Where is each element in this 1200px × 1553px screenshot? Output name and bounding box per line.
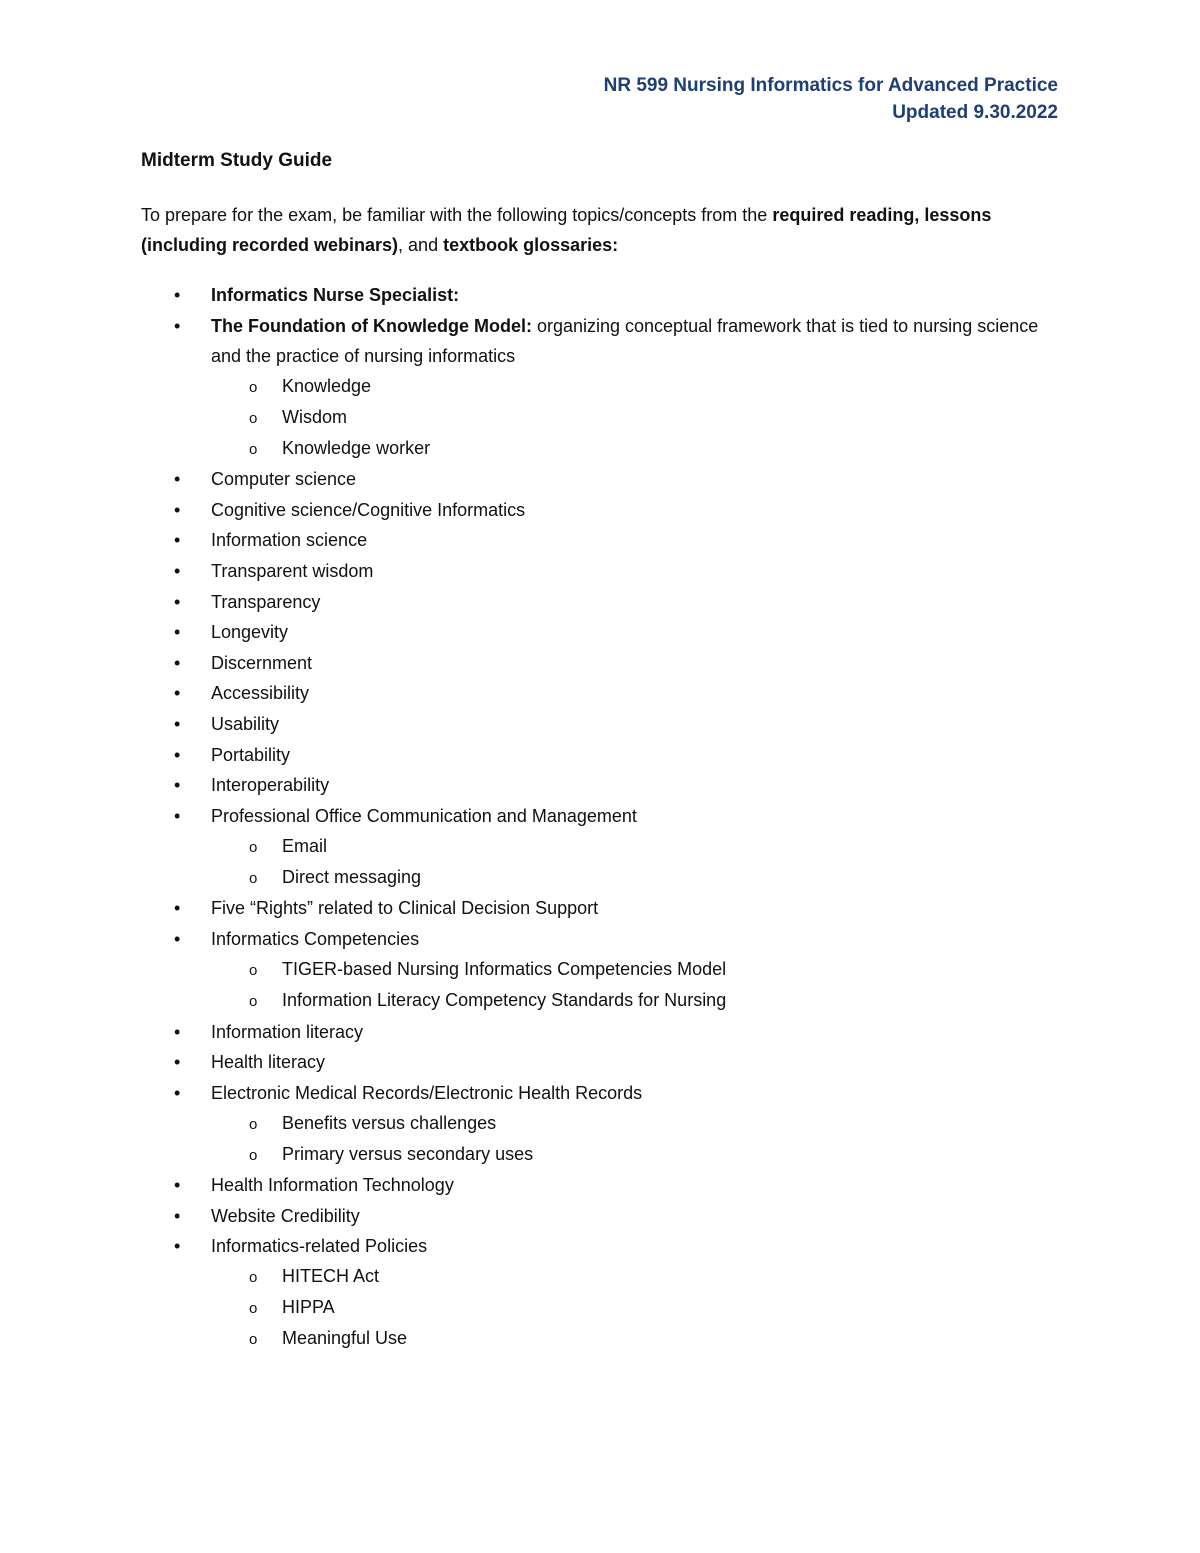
sub-list-item xyxy=(249,402,1060,433)
topic-text: Website Credibility xyxy=(211,1205,360,1226)
bullet-icon: • xyxy=(174,1052,181,1073)
list-item xyxy=(0,1078,1060,1170)
topic-text: Computer science xyxy=(211,469,357,490)
intro-text-1: To prepare for the exam, be familiar with the following topics/concepts from the xyxy=(141,205,773,225)
list-item xyxy=(0,311,1060,464)
topic-text: Informatics-related Policies xyxy=(211,1236,428,1257)
sub-topic-text: TIGER-based Nursing Informatics Competencies Model xyxy=(282,958,727,979)
intro-text-2: , and xyxy=(398,235,444,255)
list-item xyxy=(0,1231,1060,1354)
topic-text: Cognitive science/Cognitive Informatics xyxy=(211,499,526,520)
bullet-icon: • xyxy=(174,499,181,520)
list-item xyxy=(0,740,1060,770)
topic-text: Transparent wisdom xyxy=(211,560,374,581)
updated-label: Updated xyxy=(892,102,969,123)
list-item xyxy=(0,1047,1060,1077)
list-item xyxy=(0,617,1060,647)
circle-bullet-icon: o xyxy=(249,838,258,856)
list-item xyxy=(0,770,1060,800)
list-item xyxy=(0,525,1060,555)
sub-list-item xyxy=(249,1139,1060,1170)
sub-topic-text: Email xyxy=(282,835,328,856)
sub-list-item xyxy=(249,371,1060,402)
circle-bullet-icon: o xyxy=(249,869,258,887)
bullet-icon: • xyxy=(174,652,181,673)
sub-list-item xyxy=(249,831,1060,862)
bullet-icon: • xyxy=(174,898,181,919)
list-item xyxy=(0,893,1060,923)
topic-text: Information literacy xyxy=(211,1021,364,1042)
sub-topic-text: HITECH Act xyxy=(282,1266,380,1287)
bullet-icon: • xyxy=(174,805,181,826)
bullet-icon: • xyxy=(174,469,181,490)
sub-topic-list xyxy=(211,1261,1060,1354)
sub-topic-list xyxy=(211,1108,1060,1170)
circle-bullet-icon: o xyxy=(249,1300,258,1318)
topic-text: organizing conceptual framework that is tied to nursing science and the practice of nursing informatics xyxy=(211,315,1039,366)
topic-text: Transparency xyxy=(211,591,321,612)
sub-list-item xyxy=(249,954,1060,985)
topic-text: Electronic Medical Records/Electronic Health Records xyxy=(211,1082,643,1103)
topic-text: Health Information Technology xyxy=(211,1175,454,1196)
circle-bullet-icon: o xyxy=(249,1146,258,1164)
updated-date: 9.30.2022 xyxy=(973,102,1058,123)
list-item xyxy=(0,495,1060,525)
bullet-icon: • xyxy=(174,622,181,643)
bullet-icon: • xyxy=(174,744,181,765)
sub-list-item xyxy=(249,1292,1060,1323)
sub-topic-text: Information Literacy Competency Standards for Nursing xyxy=(282,989,727,1010)
circle-bullet-icon: o xyxy=(249,992,258,1010)
circle-bullet-icon: o xyxy=(249,378,258,396)
topic-text: Longevity xyxy=(211,622,289,643)
bullet-icon: • xyxy=(174,1236,181,1257)
list-item xyxy=(0,464,1060,494)
topic-text: Information science xyxy=(211,530,368,551)
intro-bold-1: required reading, lessons (including recorded webinars) xyxy=(141,205,992,255)
sub-list-item xyxy=(249,985,1060,1016)
sub-topic-text: Knowledge xyxy=(282,375,372,396)
bullet-icon: • xyxy=(174,713,181,734)
topic-text: Discernment xyxy=(211,652,313,673)
page-title: Midterm Study Guide xyxy=(141,150,333,171)
bullet-icon: • xyxy=(174,928,181,949)
circle-bullet-icon: o xyxy=(249,409,258,427)
bullet-icon: • xyxy=(174,560,181,581)
sub-topic-list xyxy=(211,954,1060,1016)
bullet-icon: • xyxy=(174,1205,181,1226)
topic-text: Usability xyxy=(211,713,280,734)
sub-topic-text: Knowledge worker xyxy=(282,437,431,458)
sub-list-item xyxy=(249,862,1060,893)
sub-topic-text: Direct messaging xyxy=(282,866,422,887)
bullet-icon: • xyxy=(174,1175,181,1196)
list-item xyxy=(0,280,1060,310)
circle-bullet-icon: o xyxy=(249,1331,258,1349)
sub-topic-list xyxy=(211,831,1060,893)
list-item xyxy=(0,1201,1060,1231)
list-item xyxy=(0,709,1060,739)
course-title: NR 599 Nursing Informatics for Advanced Practice xyxy=(603,75,1058,96)
topic-text: Professional Office Communication and Management xyxy=(211,805,637,826)
bullet-icon: • xyxy=(174,285,181,305)
document-header xyxy=(604,72,1058,126)
sub-list-item xyxy=(249,433,1060,464)
sub-topic-text: Primary versus secondary uses xyxy=(282,1143,534,1164)
list-item xyxy=(0,556,1060,586)
sub-topic-text: Benefits versus challenges xyxy=(282,1112,497,1133)
updated-line xyxy=(604,99,1058,126)
list-item xyxy=(0,1017,1060,1047)
bullet-icon: • xyxy=(174,1021,181,1042)
list-item xyxy=(0,1170,1060,1200)
sub-list-item xyxy=(249,1261,1060,1292)
bullet-icon: • xyxy=(174,1082,181,1103)
topic-text: Informatics Competencies xyxy=(211,928,420,949)
topic-text: Portability xyxy=(211,744,291,765)
topic-bold-label: The Foundation of Knowledge Model: xyxy=(211,315,532,336)
sub-topic-list xyxy=(211,371,1060,464)
bullet-icon: • xyxy=(174,315,181,336)
topic-text: Five “Rights” related to Clinical Decision Support xyxy=(211,898,599,919)
circle-bullet-icon: o xyxy=(249,1269,258,1287)
bullet-icon: • xyxy=(174,775,181,796)
topic-text: Health literacy xyxy=(211,1052,326,1073)
sub-list-item xyxy=(249,1323,1060,1354)
list-item xyxy=(0,924,1060,1016)
topic-bold-label: Informatics Nurse Specialist: xyxy=(211,285,460,305)
topic-text: Accessibility xyxy=(211,683,310,704)
list-item xyxy=(0,587,1060,617)
list-item xyxy=(0,648,1060,678)
circle-bullet-icon: o xyxy=(249,1115,258,1133)
bullet-icon: • xyxy=(174,530,181,551)
sub-list-item xyxy=(249,1108,1060,1139)
topic-list xyxy=(0,280,1060,1354)
bullet-icon: • xyxy=(174,591,181,612)
list-item xyxy=(0,678,1060,708)
intro-paragraph xyxy=(141,200,1061,260)
sub-topic-text: Wisdom xyxy=(282,406,348,427)
topic-text: Interoperability xyxy=(211,775,330,796)
sub-topic-text: HIPPA xyxy=(282,1297,335,1318)
circle-bullet-icon: o xyxy=(249,440,258,458)
bullet-icon: • xyxy=(174,683,181,704)
intro-bold-2: textbook glossaries: xyxy=(443,235,619,255)
sub-topic-text: Meaningful Use xyxy=(282,1328,408,1349)
list-item xyxy=(0,801,1060,893)
circle-bullet-icon: o xyxy=(249,961,258,979)
